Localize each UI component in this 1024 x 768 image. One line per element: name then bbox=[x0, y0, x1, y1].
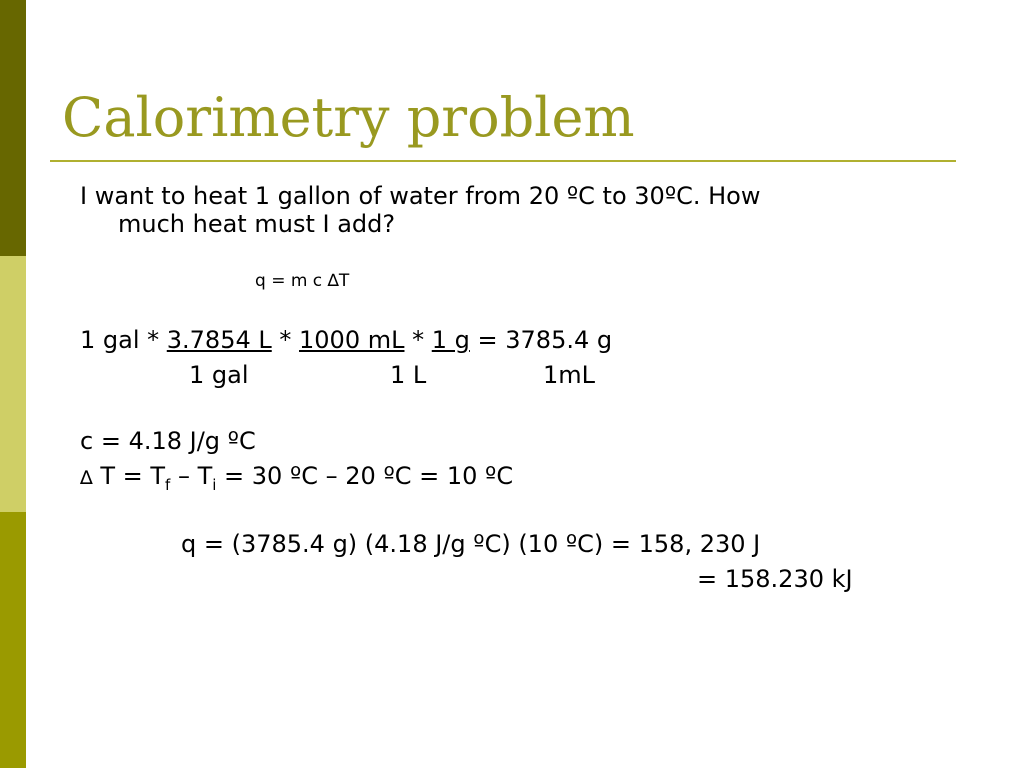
delta-t-line bbox=[80, 461, 513, 500]
sidebar-accent-bar bbox=[0, 0, 26, 768]
subscript-f: f bbox=[165, 475, 171, 494]
slide-title: Calorimetry problem bbox=[62, 86, 635, 149]
conversion-factor-liters: 3.7854 L bbox=[166, 326, 272, 354]
conversion-factor-milliliters: 1000 mL bbox=[299, 326, 405, 354]
conversion-result: = 3785.4 g bbox=[469, 326, 613, 354]
problem-line-1: I want to heat 1 gallon of water from 20 ºC to 30ºC. How bbox=[80, 182, 761, 210]
answer-joules: q = (3785.4 g) (4.18 J/g ºC) (10 ºC) = 158, 230 J bbox=[181, 530, 761, 558]
delta-t-text: T = T bbox=[92, 462, 166, 490]
sidebar-segment-dark bbox=[0, 0, 26, 256]
conversion-factor-grams: 1 g bbox=[431, 326, 470, 354]
delta-t-result: = 30 ºC – 20 ºC = 10 ºC bbox=[216, 462, 514, 490]
conversion-prefix: 1 gal * bbox=[80, 326, 167, 354]
conversion-operator-1: * bbox=[271, 326, 300, 354]
subscript-i: i bbox=[212, 475, 217, 494]
conversion-denominator-ml: 1mL bbox=[543, 361, 596, 389]
conversion-denominator-gal: 1 gal bbox=[189, 361, 249, 389]
answer-kilojoules: = 158.230 kJ bbox=[697, 565, 853, 593]
sidebar-segment-light bbox=[0, 256, 26, 512]
conversion-denominator-liter: 1 L bbox=[390, 361, 427, 389]
delta-symbol: ∆ bbox=[80, 467, 93, 489]
sidebar-segment-medium bbox=[0, 512, 26, 768]
conversion-numerator-line bbox=[80, 325, 612, 355]
specific-heat-line: c = 4.18 J/g ºC bbox=[80, 427, 256, 455]
delta-t-minus: – T bbox=[170, 462, 213, 490]
title-divider bbox=[50, 160, 956, 162]
problem-line-2: much heat must I add? bbox=[118, 210, 396, 238]
heat-formula: q = m c ∆T bbox=[255, 271, 350, 291]
conversion-operator-2: * bbox=[404, 326, 432, 354]
